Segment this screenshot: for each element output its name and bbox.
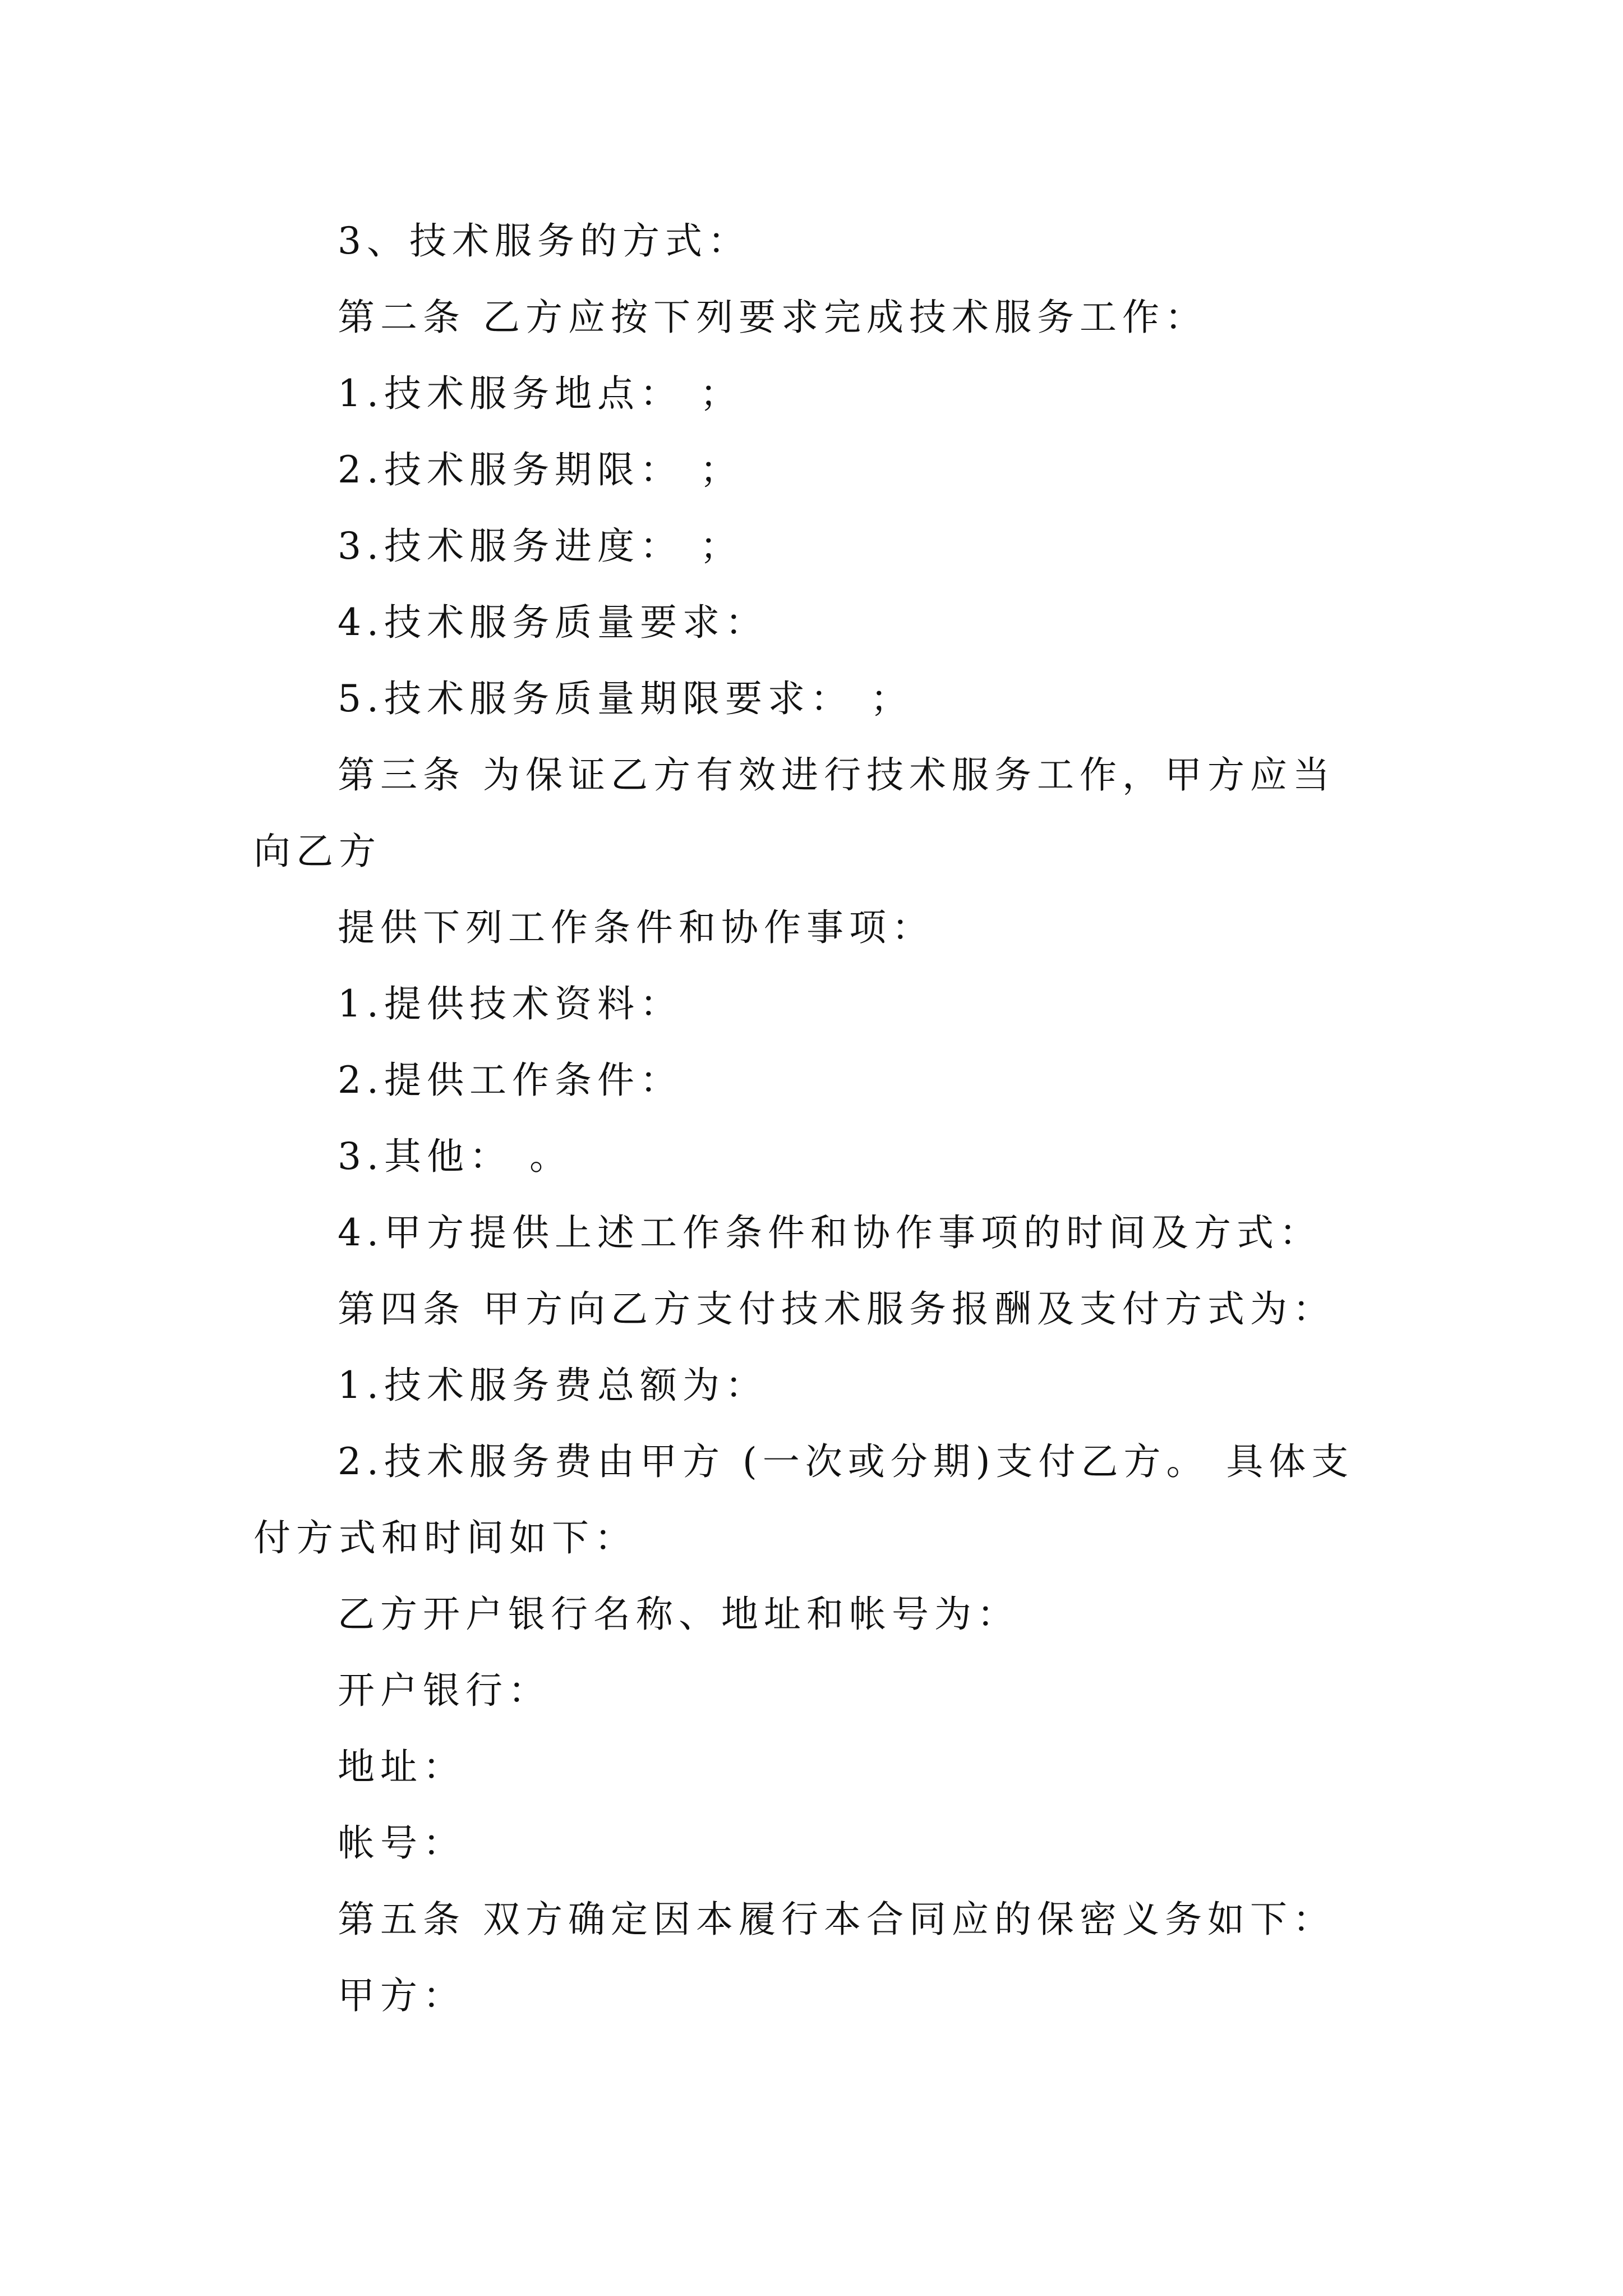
text-line: 1.提供技术资料： xyxy=(338,982,683,1025)
text-line: 帐号： xyxy=(338,1821,465,1865)
text-line: 2.技术服务期限： ； xyxy=(338,448,743,491)
text-line: 5.技术服务质量期限要求： ； xyxy=(338,677,913,720)
text-line: 3.技术服务进度： ； xyxy=(338,524,743,568)
section-heading-article-5: 第五条 双方确定因本履行本合同应的保密义务如下： xyxy=(338,1898,1335,1941)
text-line: 甲方： xyxy=(338,1974,465,2017)
text-line: 2.技术服务费由甲方 (一次或分期)支付乙方。 具体支 xyxy=(338,1440,1354,1483)
text-line: 向乙方 xyxy=(253,830,381,873)
text-line: 1.技术服务费总额为： xyxy=(338,1364,768,1407)
section-heading-article-4: 第四条 甲方向乙方支付技术服务报酬及支付方式为： xyxy=(338,1287,1335,1331)
text-line: 1.技术服务地点： ； xyxy=(338,372,743,415)
text-line: 4.甲方提供上述工作条件和协作事项的时间及方式： xyxy=(338,1211,1322,1254)
section-heading-article-3: 第三条 为保证乙方有效进行技术服务工作，甲方应当 xyxy=(338,753,1335,797)
text-line: 付方式和时间如下： xyxy=(253,1516,637,1559)
text-line: 2.提供工作条件： xyxy=(338,1059,683,1102)
text-line: 乙方开户银行名称、地址和帐号为： xyxy=(338,1593,1020,1636)
text-line: 3.其他： 。 xyxy=(338,1135,572,1178)
section-heading-article-2: 第二条 乙方应按下列要求完成技术服务工作： xyxy=(338,296,1207,339)
text-line: 4.技术服务质量要求： xyxy=(338,601,768,644)
text-line: 地址： xyxy=(338,1745,465,1788)
document-body xyxy=(253,203,1392,2034)
text-line: 3、技术服务的方式： xyxy=(338,219,750,263)
text-line: 开户银行： xyxy=(338,1669,551,1712)
text-line: 提供下列工作条件和协作事项： xyxy=(338,906,934,949)
